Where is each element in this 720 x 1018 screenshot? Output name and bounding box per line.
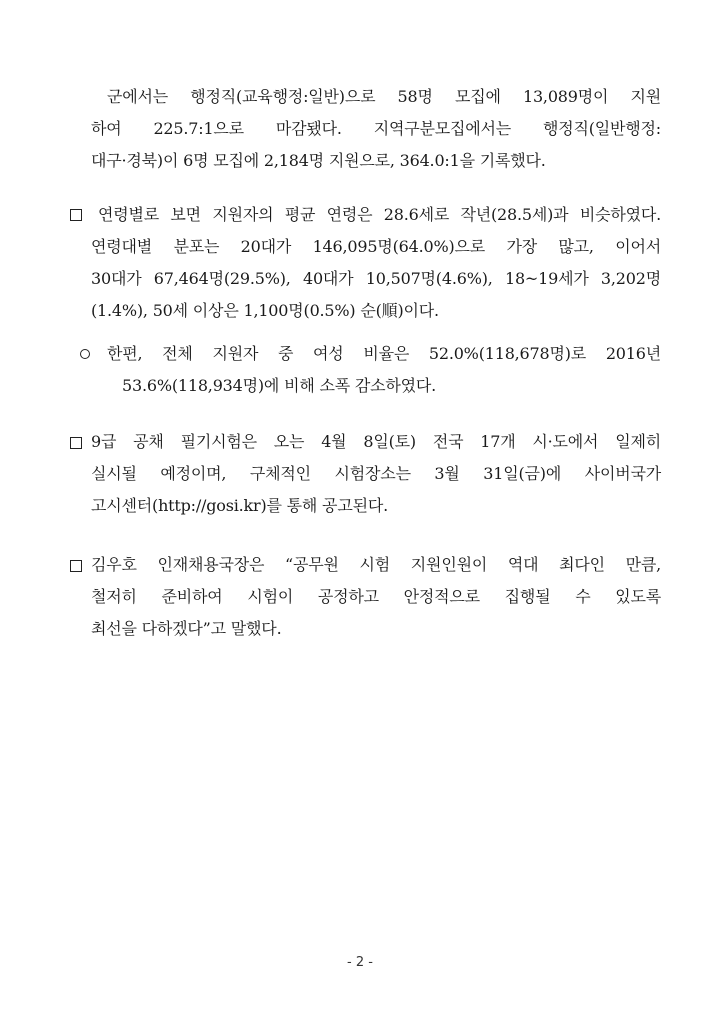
square-bullet-icon [70, 560, 82, 572]
paragraph-line: 실시될 예정이며, 구체적인 시험장소는 3월 31일(금)에 사이버국가 [91, 464, 661, 483]
paragraph-line: 고시센터(http://gosi.kr)를 통해 공고된다. [91, 496, 388, 515]
paragraph-line: 하여 225.7:1으로 마감됐다. 지역구분모집에서는 행정직(일반행정: [91, 119, 661, 138]
paragraph-line: 53.6%(118,934명)에 비해 소폭 감소하였다. [122, 376, 437, 395]
square-bullet-icon [70, 209, 82, 221]
circle-bullet-icon [80, 349, 90, 359]
paragraph-line: 9급 공채 필기시험은 오는 4월 8일(토) 전국 17개 시·도에서 일제히 [91, 432, 661, 451]
page-number: - 2 - [347, 955, 373, 970]
square-bullet-icon [70, 437, 82, 449]
paragraph-line: 철저히 준비하여 시험이 공정하고 안정적으로 집행될 수 있도록 [91, 587, 661, 606]
paragraph-line: 군에서는 행정직(교육행정:일반)으로 58명 모집에 13,089명이 지원 [107, 87, 661, 106]
paragraph-line: 한편, 전체 지원자 중 여성 비율은 52.0%(118,678명)로 2016년 [107, 344, 661, 363]
paragraph-line: 최선을 다하겠다”고 말했다. [91, 619, 282, 638]
paragraph-line: 30대가 67,464명(29.5%), 40대가 10,507명(4.6%), 18~19세가 3,202명 [91, 269, 661, 288]
paragraph-line: 연령대별 분포는 20대가 146,095명(64.0%)으로 가장 많고, 이어서 [91, 237, 661, 256]
paragraph-line: 연령별로 보면 지원자의 평균 연령은 28.6세로 작년(28.5세)과 비슷하였다. [98, 205, 661, 224]
paragraph-line: 대구·경북)이 6명 모집에 2,184명 지원으로, 364.0:1을 기록했다. [91, 151, 546, 170]
paragraph-line: 김우호 인재채용국장은 “공무원 시험 지원인원이 역대 최다인 만큼, [91, 555, 661, 574]
paragraph-line: (1.4%), 50세 이상은 1,100명(0.5%) 순(順)이다. [91, 301, 439, 320]
